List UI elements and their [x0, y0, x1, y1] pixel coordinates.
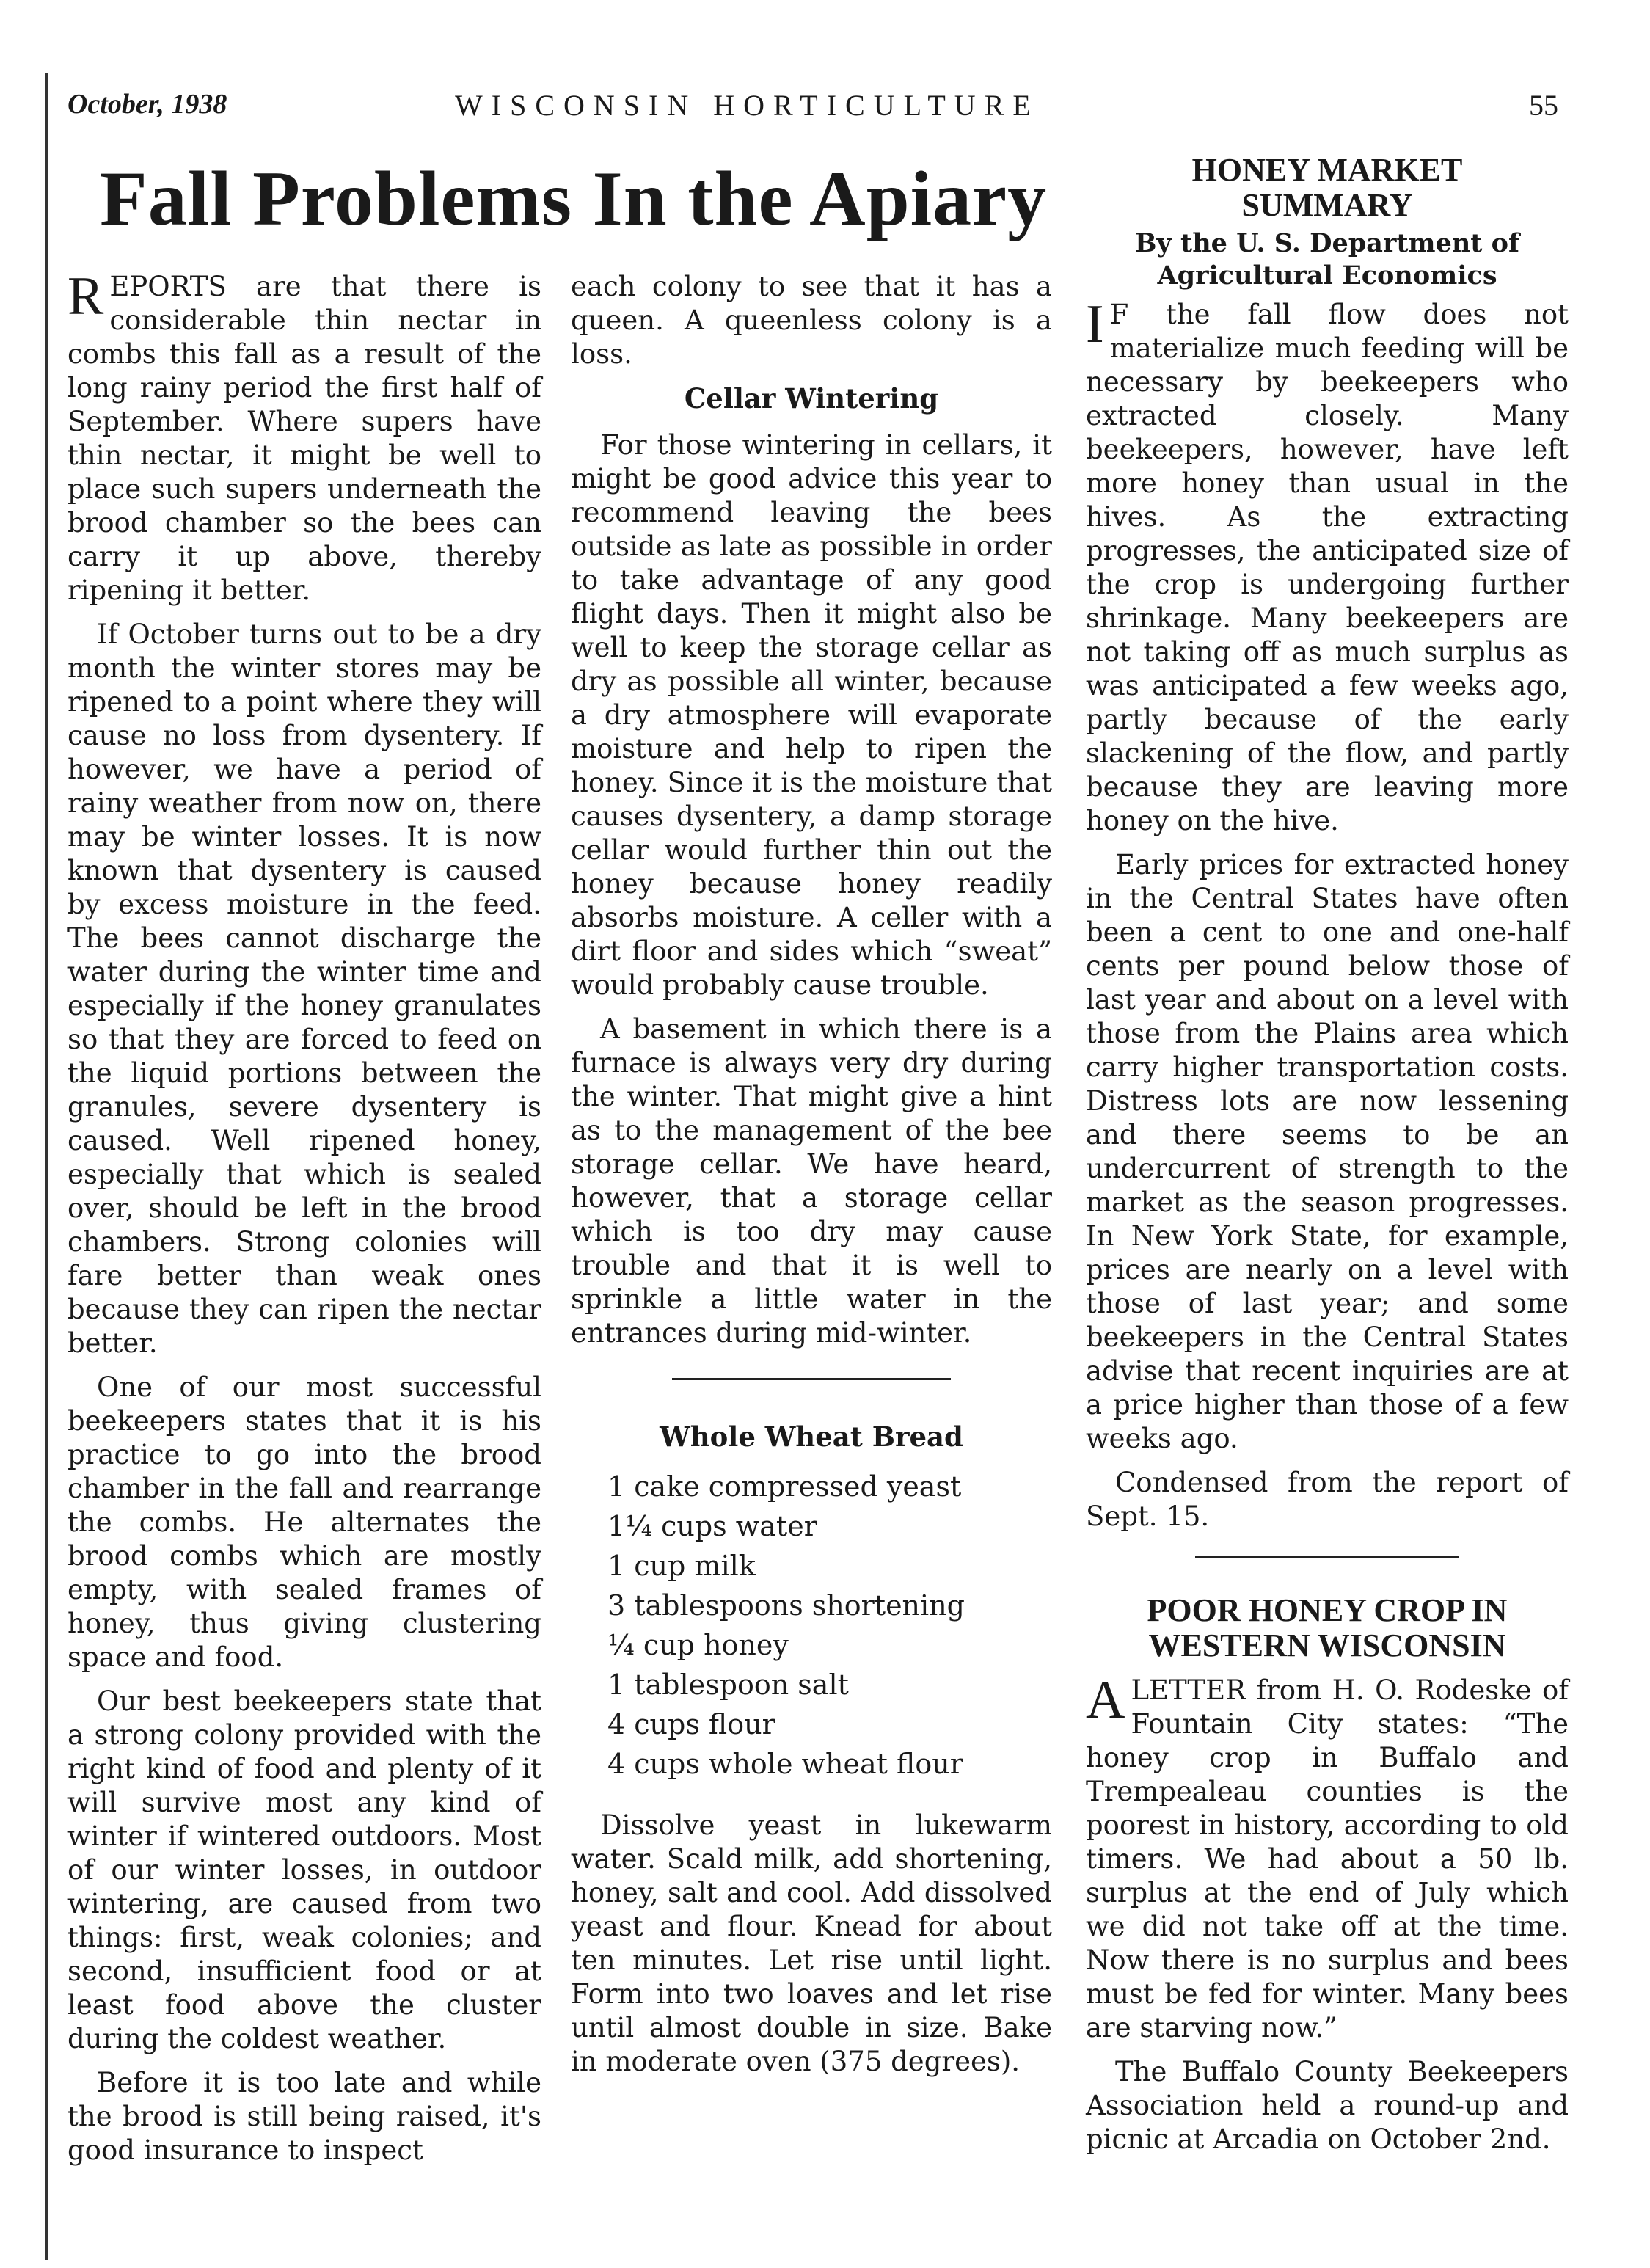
- honey-market-title: [1086, 153, 1569, 223]
- section-divider: [672, 1378, 951, 1380]
- article-paragraph: Our best beekeepers state that a strong colony provided with the right kind of food and plenty of it will survive most any kind of winter if wintered outdoors. Most of our winter losses, in outdoor wintering, are caused from two things: first, weak colonies; and second, insufficient food or at least food above the cluster during the coldest weather.: [67, 1685, 541, 2054]
- poor-crop-title: [1086, 1593, 1569, 1663]
- article-paragraph: A basement in which there is a furnace is always very dry during the winter. That might give a hint as to the management of the bee storage cellar. We have heard, however, that a storage cellar which is too dry may cause trouble and that it is well to sprinkle a little water in the entrances during mid-winter.: [571, 1013, 1052, 1349]
- title-line: HONEY MARKET: [1191, 152, 1463, 188]
- article-paragraph: If October turns out to be a dry month the winter stores may be ripened to a point where they will cause no loss from dysentery. If however, we have a period of rainy weather from now on, there may be winter losses. It is now known that dysentery is caused by excess moisture in the feed. The bees cannot discharge the water during the winter time and especially if the honey granulates so that they are forced to feed on the liquid portions between the granules, severe dysentery is caused. Well ripened honey, especially that which is sealed over, should be left in the brood chambers. Strong colonies will fare better than weak ones because they can ripen the nectar better.: [67, 619, 541, 1359]
- article-paragraph: each colony to see that it has a queen. A queenless colony is a loss.: [571, 271, 1052, 370]
- title-line: WESTERN WISCONSIN: [1148, 1627, 1506, 1663]
- ingredient-item: 1¼ cups water: [607, 1510, 817, 1542]
- column-1: [67, 266, 541, 2178]
- byline-line: By the U. S. Department of: [1134, 228, 1520, 258]
- ingredient-item: 3 tablespoons shortening: [607, 1589, 965, 1622]
- ingredient-item: 4 cups flour: [607, 1708, 775, 1740]
- column-2: [571, 270, 1052, 2089]
- ingredient-item: 1 tablespoon salt: [607, 1669, 849, 1701]
- recipe-directions: Dissolve yeast in lukewarm water. Scald milk, add shortening, honey, salt and cool. Add dissolved yeast and flour. Knead for about ten minutes. Let rise until light. Form into two loaves and let rise until almost double in size. Bake in moderate oven (375 degrees).: [571, 1809, 1052, 2077]
- column-3: [1086, 153, 1569, 2167]
- article-paragraph: [1086, 294, 1569, 838]
- ingredient-item: 4 cups whole wheat flour: [607, 1748, 963, 1780]
- article-paragraph: Before it is too late and while the brood is still being raised, it's good insurance to inspect: [67, 2067, 541, 2166]
- ingredient-list: [571, 1467, 1052, 1784]
- left-margin-rule: [45, 73, 48, 2260]
- article-paragraph: For those wintering in cellars, it might be good advice this year to recommend leaving the bees outside as late as possible in order to take advantage of any good flight days. Then it might also be well to keep the storage cellar as dry as possible all winter, because a dry atmosphere will evaporate moisture and help to ripen the honey. Since it is the moisture that causes dysentery, a damp storage cellar would further thin out the honey because honey readily absorbs moisture. A celler with a dirt floor and sides which “sweat” would probably cause trouble.: [571, 429, 1052, 1001]
- drop-cap: I: [1086, 294, 1104, 354]
- recipe-title: Whole Wheat Bread: [660, 1421, 963, 1453]
- paragraph-text: LETTER from H. O. Rodeske of Fountain City states: “The honey crop in Buffalo and Trempealeau counties is the poorest in history, according to old timers. We had about a 50 lb. surplus at the end of July which we did not take off at the time. Now there is no surplus and bees must be fed for winter. Many bees are starving now.”: [1086, 1674, 1569, 2043]
- paragraph-text: F the fall flow does not materialize much feeding will be necessary by beekeepers who extracted closely. Many beekeepers, however, have left more honey than usual in the hives. As the extracting progresses, the anticipated size of the crop is undergoing further shrinkage. Many beekeepers are not taking off as much surplus as was anticipated a few weeks ago, partly because of the early slackening of the flow, and partly because they are leaving more honey on the hive.: [1086, 299, 1569, 836]
- article-paragraph: Early prices for extracted honey in the Central States have often been a cent to one and one-half cents per pound below those of last year and about on a level with those from the Plains area which carry higher transportation costs. Distress lots are now lessening and there seems to be an undercurrent of strength to the market as the season progresses. In New York State, for example, prices are nearly on a level with those of last year; and some beekeepers in the Central States advise that recent inquiries are at a price higher than those of a few weeks ago.: [1086, 849, 1569, 1454]
- magazine-name: WISCONSIN HORTICULTURE: [455, 89, 1040, 122]
- ingredient-item: 1 cake compressed yeast: [607, 1470, 962, 1503]
- article-paragraph: [67, 266, 541, 608]
- byline-line: Agricultural Economics: [1157, 260, 1497, 291]
- article-paragraph: The Buffalo County Beekeepers Association held a round-up and picnic at Arcadia on October 2nd.: [1086, 2056, 1569, 2155]
- issue-date: October, 1938: [67, 89, 227, 120]
- section-divider: [1195, 1556, 1459, 1558]
- article-paragraph: Condensed from the report of Sept. 15.: [1086, 1467, 1569, 1532]
- subheading-cellar-wintering: Cellar Wintering: [684, 382, 939, 415]
- drop-cap: R: [67, 266, 104, 327]
- ingredient-item: ¼ cup honey: [607, 1629, 789, 1661]
- article-title: Fall Problems In the Apiary: [100, 156, 1048, 241]
- article-paragraph: [1086, 1670, 1569, 2045]
- title-line: POOR HONEY CROP IN: [1147, 1592, 1508, 1628]
- page-number: 55: [1529, 89, 1558, 122]
- ingredient-item: 1 cup milk: [607, 1550, 756, 1582]
- title-line: SUMMARY: [1241, 187, 1413, 223]
- article-paragraph: One of our most successful beekeepers states that it is his practice to go into the brood chamber in the fall and rearrange the combs. He alternates the brood combs which are mostly empty, with sealed frames of honey, thus giving clustering space and food.: [67, 1371, 541, 1673]
- honey-market-byline: [1086, 227, 1569, 292]
- drop-cap: A: [1086, 1670, 1125, 1730]
- paragraph-text: EPORTS are that there is considerable thin nectar in combs this fall as a result of the long rainy period the first half of September. Where supers have thin nectar, it might be well to place such supers underneath the brood chamber so the bees can carry it up above, thereby ripening it better.: [67, 271, 541, 606]
